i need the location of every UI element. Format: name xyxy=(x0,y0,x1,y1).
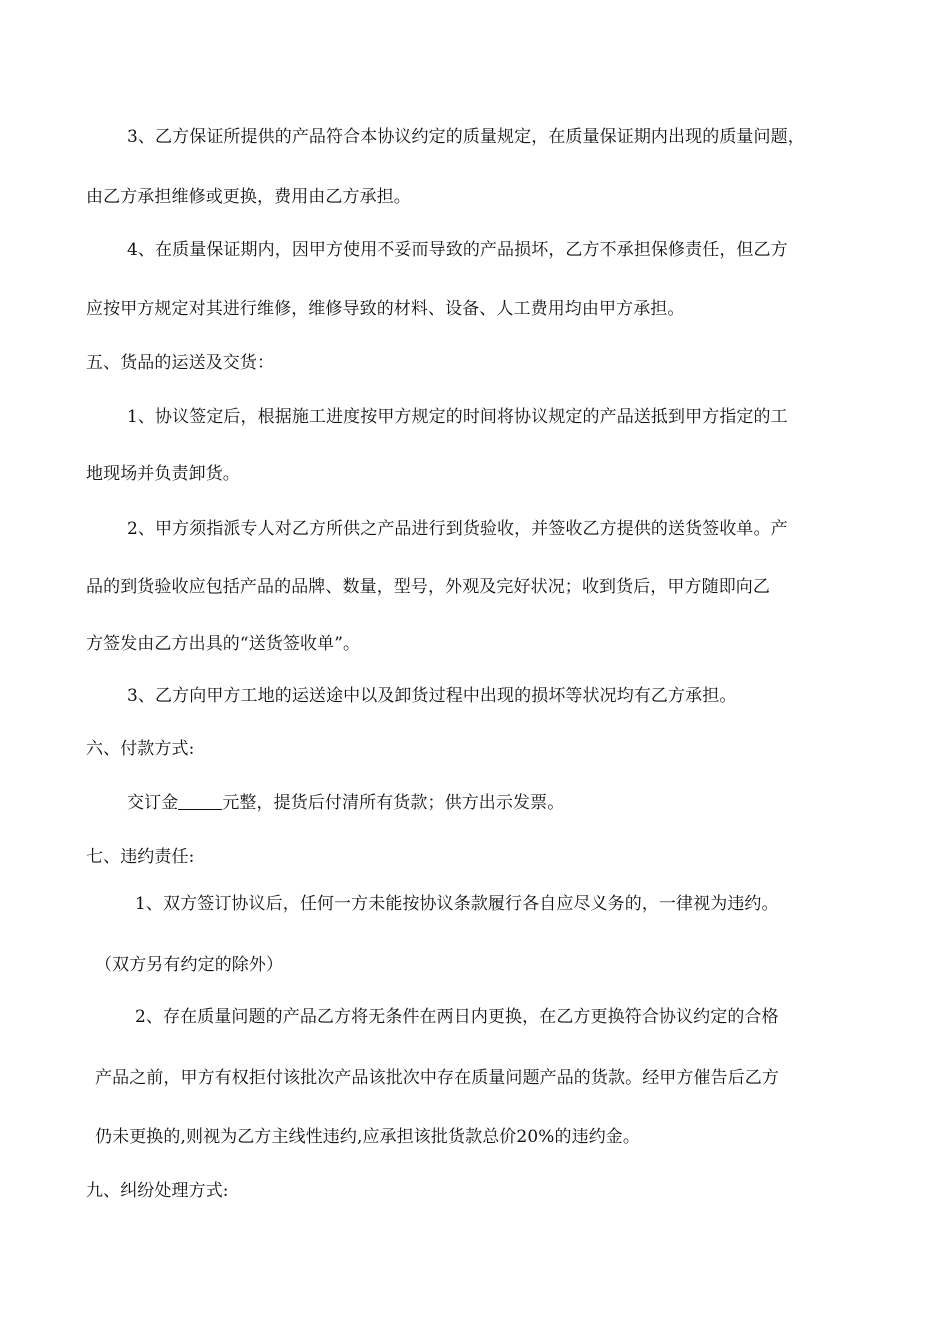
paragraph-line: 应按甲方规定对其进行维修，维修导致的材料、设备、人工费用均由甲方承担。 xyxy=(86,299,685,319)
paragraph-line: 2、甲方须指派专人对乙方所供之产品进行到货验收，并签收乙方提供的送货签收单。产 xyxy=(127,519,788,539)
paragraph-line: 1、双方签订协议后，任何一方未能按协议条款履行各自应尽义务的，一律视为违约。 xyxy=(135,894,779,914)
section-heading: 六、付款方式: xyxy=(86,739,195,759)
paragraph-line: 方签发由乙方出具的“送货签收单”。 xyxy=(86,634,361,654)
paragraph-line: 3、乙方保证所提供的产品符合本协议约定的质量规定，在质量保证期内出现的质量问题， xyxy=(127,127,805,147)
paragraph-line: （双方另有约定的除外） xyxy=(95,955,284,975)
paragraph-line: 3、乙方向甲方工地的运送途中以及卸货过程中出现的损坏等状况均有乙方承担。 xyxy=(127,686,737,706)
deposit-amount-blank xyxy=(178,792,222,810)
section-heading: 九、纠纷处理方式: xyxy=(86,1181,229,1201)
paragraph-line: 2、存在质量问题的产品乙方将无条件在两日内更换，在乙方更换符合协议约定的合格 xyxy=(135,1007,779,1027)
paragraph-line: 地现场并负责卸货。 xyxy=(86,464,240,484)
payment-suffix: 元整，提货后付清所有货款；供方出示发票。 xyxy=(222,793,565,813)
paragraph-line: 由乙方承担维修或更换，费用由乙方承担。 xyxy=(86,187,411,207)
paragraph-line: 4、在质量保证期内，因甲方使用不妥而导致的产品损坏，乙方不承担保修责任，但乙方 xyxy=(127,240,788,260)
payment-prefix: 交订金 xyxy=(127,793,179,813)
payment-line xyxy=(127,791,564,815)
section-heading: 五、货品的运送及交货： xyxy=(86,353,275,373)
paragraph-line: 1、协议签定后，根据施工进度按甲方规定的时间将协议规定的产品送抵到甲方指定的工 xyxy=(127,407,788,427)
section-heading: 七、违约责任: xyxy=(86,847,195,867)
paragraph-line: 品的到货验收应包括产品的品牌、数量，型号，外观及完好状况；收到货后，甲方随即向乙 xyxy=(86,577,770,597)
paragraph-line: 仍未更换的,则视为乙方主线性违约,应承担该批货款总价20%的违约金。 xyxy=(95,1127,640,1147)
paragraph-line: 产品之前，甲方有权拒付该批次产品该批次中存在质量问题产品的货款。经甲方催告后乙方 xyxy=(95,1068,779,1088)
